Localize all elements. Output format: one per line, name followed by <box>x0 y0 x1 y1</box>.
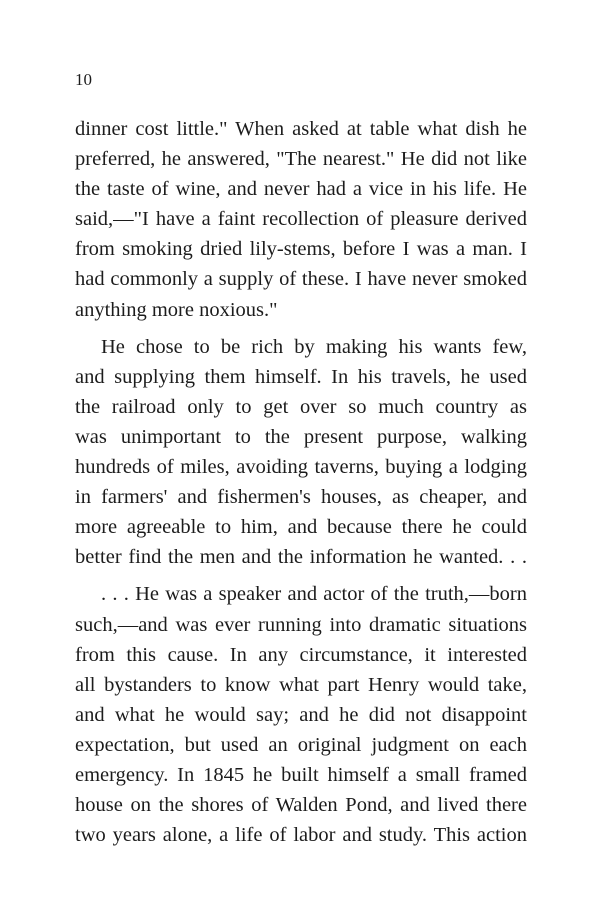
text-line: house on the shores of Walden Pond, and lived there <box>75 794 527 817</box>
text-line: and supplying them himself. In his travels, he used <box>75 365 527 388</box>
text-line: expectation, but used an original judgment on each <box>75 733 527 756</box>
text-line: said,—"I have a faint recollection of pleasure derived <box>75 208 527 231</box>
paragraph-2 <box>75 332 527 573</box>
text-line: more agreeable to him, and because there he could <box>75 516 527 539</box>
text-line: had commonly a supply of these. I have never smoked <box>75 268 527 291</box>
text-line: emergency. In 1845 he built himself a small framed <box>75 763 527 786</box>
paragraph-3 <box>75 579 527 850</box>
text-line: He chose to be rich by making his wants few, <box>101 335 527 358</box>
text-line: from this cause. In any circumstance, it interested <box>75 643 527 666</box>
text-line: better find the men and the information he wanted. . . <box>75 546 527 569</box>
text-line: two years alone, a life of labor and study. This action <box>75 824 527 847</box>
text-line: from smoking dried lily-stems, before I was a man. I <box>75 238 527 261</box>
text-line: in farmers' and fishermen's houses, as cheaper, and <box>75 486 527 509</box>
text-line: hundreds of miles, avoiding taverns, buying a lodging <box>75 456 527 479</box>
text-line: the railroad only to get over so much country as <box>75 395 527 418</box>
text-line: preferred, he answered, "The nearest." He did not like <box>75 148 527 171</box>
text-line: all bystanders to know what part Henry would take, <box>75 673 527 696</box>
text-line: the taste of wine, and never had a vice in his life. He <box>75 178 527 201</box>
text-line: . . . He was a speaker and actor of the truth,—born <box>101 583 527 606</box>
page-number: 10 <box>75 70 92 89</box>
text-line: and what he would say; and he did not disappoint <box>75 703 527 726</box>
text-line: was unimportant to the present purpose, walking <box>75 425 527 448</box>
text-line: anything more noxious." <box>75 298 278 321</box>
text-line: dinner cost little." When asked at table what dish he <box>75 118 527 140</box>
body-text <box>75 114 527 850</box>
text-line: such,—and was ever running into dramatic situations <box>75 613 527 636</box>
paragraph-1 <box>75 114 527 325</box>
